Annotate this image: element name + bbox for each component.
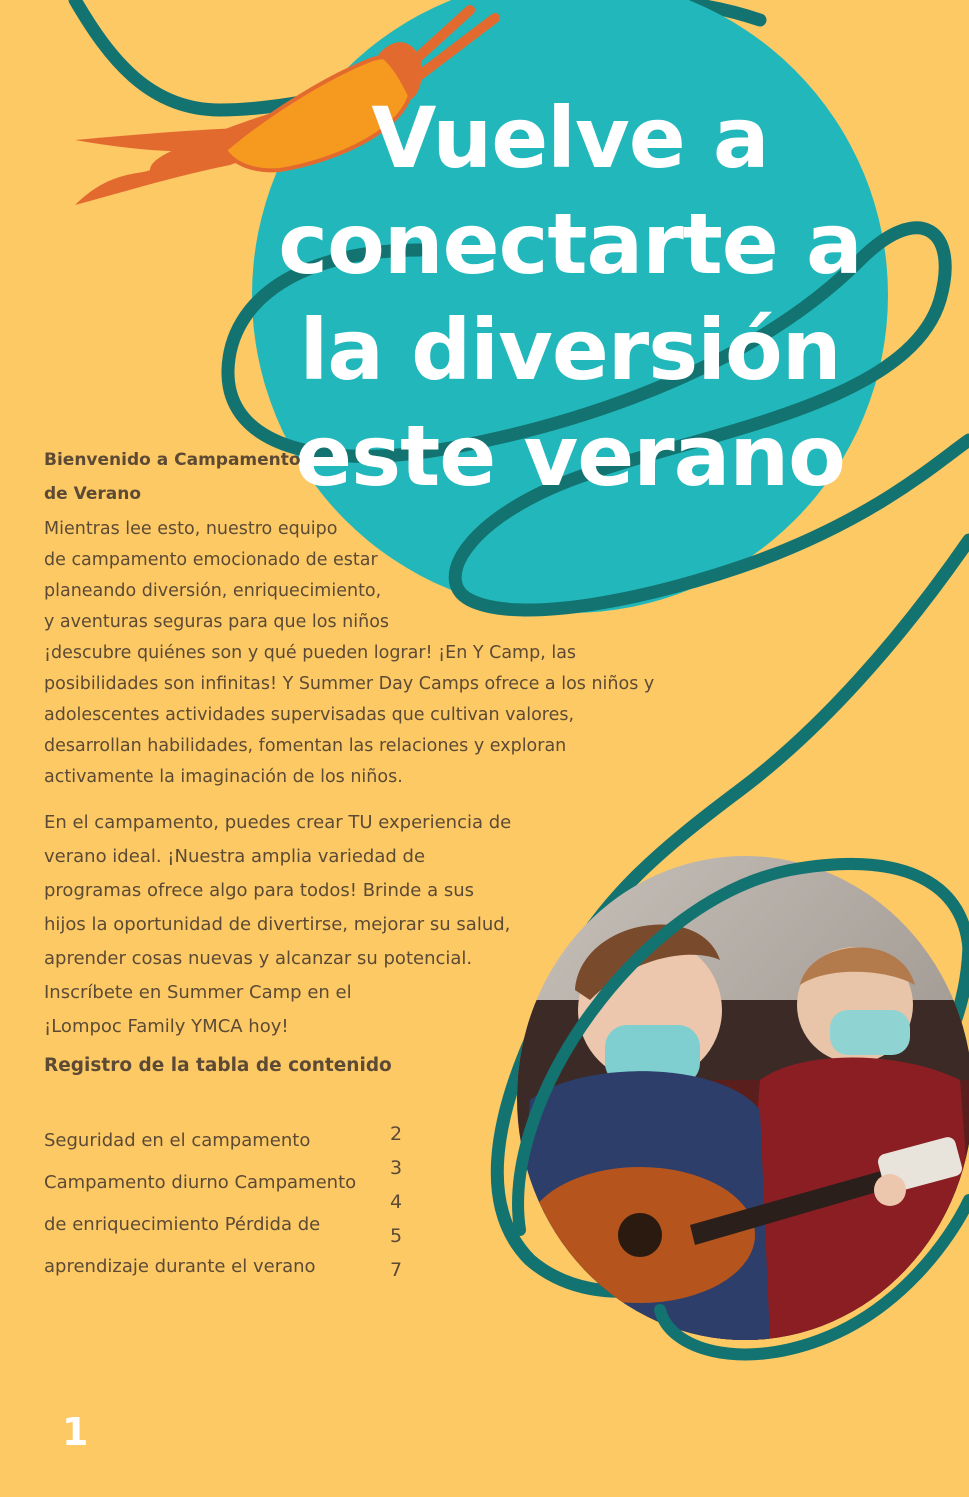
camp-paragraph <box>44 806 564 1044</box>
intro-line: activamente la imaginación de los niños. <box>44 767 403 787</box>
toc-page-number: 7 <box>390 1259 403 1281</box>
title-line: este verano <box>295 407 845 505</box>
page-title <box>270 85 870 509</box>
camp-line: ¡Lompoc Family YMCA hoy! <box>44 1016 289 1037</box>
welcome-heading <box>44 443 344 511</box>
camp-line: aprender cosas nuevas y alcanzar su potencial. <box>44 948 473 969</box>
toc-items <box>44 1120 384 1288</box>
intro-line: Mientras lee esto, nuestro equipo <box>44 519 338 539</box>
intro-line: posibilidades son infinitas! Y Summer Day Camps ofrece a los niños y <box>44 674 655 694</box>
toc-item[interactable]: Seguridad en el campamento <box>44 1130 311 1151</box>
camp-line: En el campamento, puedes crear TU experiencia de <box>44 812 512 833</box>
intro-line: adolescentes actividades supervisadas que cultivan valores, <box>44 705 575 725</box>
intro-line: y aventuras seguras para que los niños <box>44 612 390 632</box>
welcome-heading-line: Bienvenido a Campamento <box>44 450 301 470</box>
page-number: 1 <box>62 1410 89 1454</box>
camp-line: Inscríbete en Summer Camp en el <box>44 982 352 1003</box>
welcome-heading-line: de Verano <box>44 484 142 504</box>
intro-line: de campamento emocionado de estar <box>44 550 378 570</box>
title-line: conectarte a <box>278 195 862 293</box>
intro-line: planeando diversión, enriquecimiento, <box>44 581 382 601</box>
title-line: la diversión <box>299 301 841 399</box>
intro-line: desarrollan habilidades, fomentan las relaciones y exploran <box>44 736 567 756</box>
toc-page-numbers <box>390 1117 410 1287</box>
title-line: Vuelve a <box>371 89 769 187</box>
toc-page-number: 3 <box>390 1157 403 1179</box>
camp-line: verano ideal. ¡Nuestra amplia variedad de <box>44 846 426 867</box>
toc-page-number: 5 <box>390 1225 403 1247</box>
toc-item[interactable]: Campamento diurno Campamento <box>44 1172 357 1193</box>
camp-line: programas ofrece algo para todos! Brinde a sus <box>44 880 475 901</box>
toc-page-number: 4 <box>390 1191 403 1213</box>
toc-page-number: 2 <box>390 1123 403 1145</box>
photo-kids-guitar <box>510 850 969 1350</box>
intro-line: ¡descubre quiénes son y qué pueden lograr! ¡En Y Camp, las <box>44 643 577 663</box>
toc-item[interactable]: aprendizaje durante el verano <box>44 1256 316 1277</box>
intro-paragraph <box>44 514 724 793</box>
toc-item[interactable]: de enriquecimiento Pérdida de <box>44 1214 321 1235</box>
camp-line: hijos la oportunidad de divertirse, mejorar su salud, <box>44 914 511 935</box>
toc-heading: Registro de la tabla de contenido <box>44 1055 392 1076</box>
